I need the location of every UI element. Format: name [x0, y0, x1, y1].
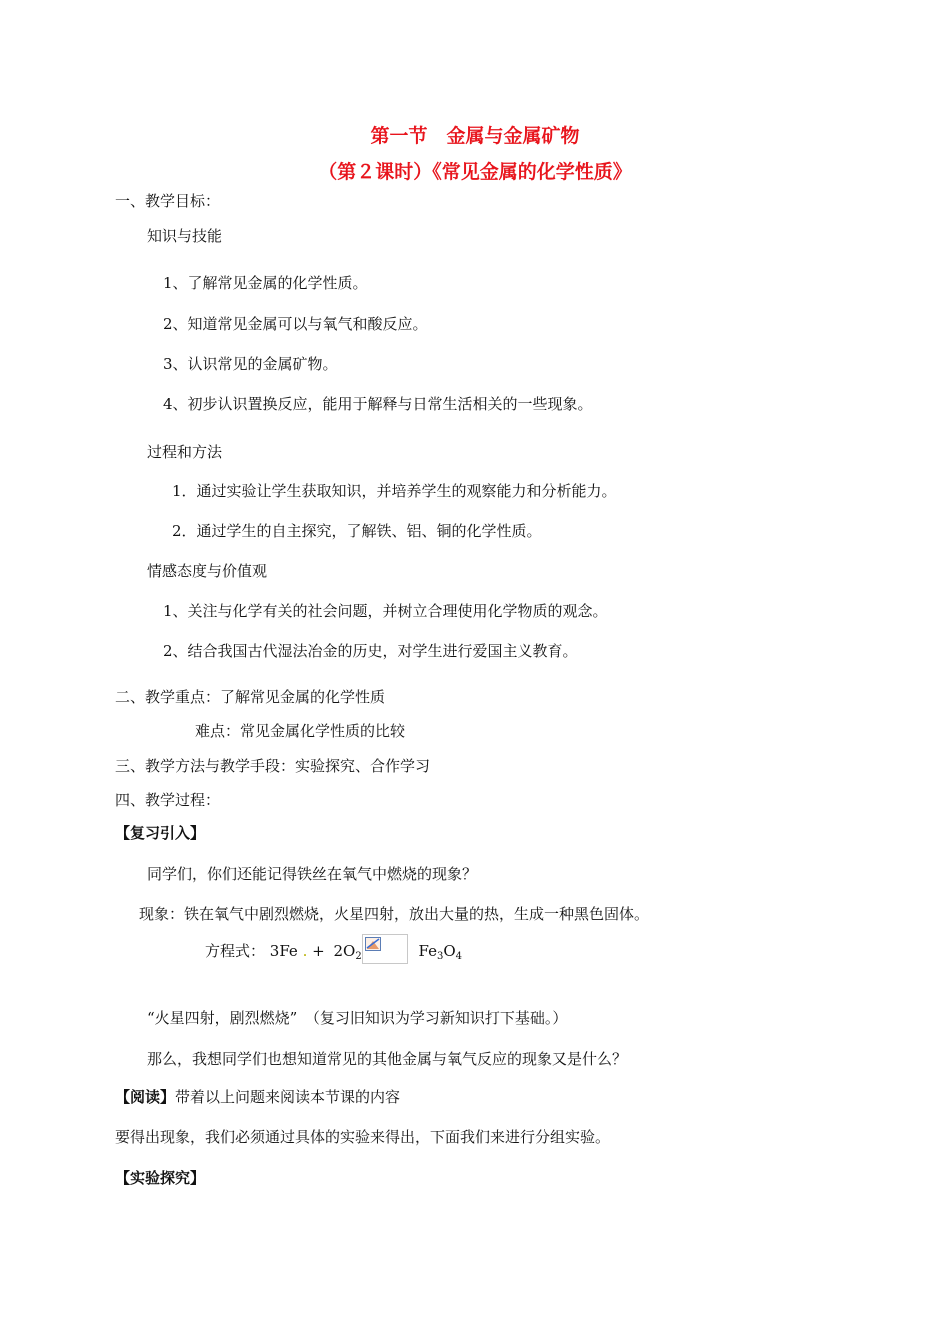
process-item-2: 2．通过学生的自主探究，了解铁、铝、铜的化学性质。 [172, 522, 542, 540]
knowledge-item-3: 3、认识常见的金属矿物。 [163, 355, 338, 373]
image-placeholder-icon [365, 937, 381, 951]
product-o: O [443, 942, 456, 960]
reactant-o2-subscript: 2 [355, 951, 362, 962]
title-line-1: 第一节 金属与金属矿物 [370, 125, 580, 147]
experiment-intro: 要得出现象，我们必须通过具体的实验来得出，下面我们来进行分组实验。 [115, 1128, 611, 1146]
question-line: 那么，我想同学们也想知道常见的其他金属与氧气反应的现象又是什么？ [147, 1050, 628, 1068]
plus-sign: + [312, 942, 325, 960]
chemical-equation [205, 934, 462, 967]
section-4-heading: 四、教学过程： [115, 791, 221, 809]
difficulty-line: 难点：常见金属化学性质的比较 [195, 722, 406, 740]
product-fe: Fe [418, 942, 437, 960]
knowledge-item-1: 1、了解常见金属的化学性质。 [163, 274, 368, 292]
reaction-condition-image [362, 934, 408, 964]
title-line-2: （第２课时）《常见金属的化学性质》 [318, 161, 632, 183]
review-heading: 【复习引入】 [115, 824, 206, 842]
attitude-item-1: 1、关注与化学有关的社会问题，并树立合理使用化学物质的观念。 [163, 602, 608, 620]
knowledge-item-4: 4、初步认识置换反应，能用于解释与日常生活相关的一些现象。 [163, 395, 593, 413]
phenomenon-line: 现象：铁在氧气中剧烈燃烧，火星四射，放出大量的热，生成一种黑色固体。 [139, 905, 650, 923]
read-tag: 【阅读】 [115, 1088, 176, 1106]
reactant-fe: 3Fe [269, 942, 298, 960]
section-2-heading: 二、教学重点：了解常见金属的化学性质 [115, 688, 386, 706]
experiment-heading: 【实验探究】 [115, 1169, 206, 1187]
read-line [115, 1087, 400, 1107]
section-3-heading: 三、教学方法与教学手段：实验探究、合作学习 [115, 757, 431, 775]
process-item-1: 1．通过实验让学生获取知识，并培养学生的观察能力和分析能力。 [172, 482, 617, 500]
process-heading: 过程和方法 [147, 443, 223, 461]
knowledge-item-2: 2、知道常见金属可以与氧气和酸反应。 [163, 315, 428, 333]
review-question: 同学们，你们还能记得铁丝在氧气中燃烧的现象？ [147, 865, 478, 883]
section-1-heading: 一、教学目标： [115, 192, 221, 210]
reactant-o2: 2O [333, 942, 356, 960]
knowledge-heading: 知识与技能 [147, 227, 223, 245]
quote-line: “火星四射，剧烈燃烧” （复习旧知识为学习新知识打下基础。） [147, 1009, 568, 1027]
attitude-heading: 情感态度与价值观 [147, 562, 268, 580]
equation-label: 方程式： [205, 942, 266, 960]
read-text: 带着以上问题来阅读本节课的内容 [175, 1088, 401, 1106]
product-sub-3: 3 [436, 951, 444, 962]
product-sub-4: 4 [455, 951, 463, 962]
attitude-item-2: 2、结合我国古代湿法冶金的历史，对学生进行爱国主义教育。 [163, 642, 578, 660]
dot-mark: . [302, 942, 308, 960]
